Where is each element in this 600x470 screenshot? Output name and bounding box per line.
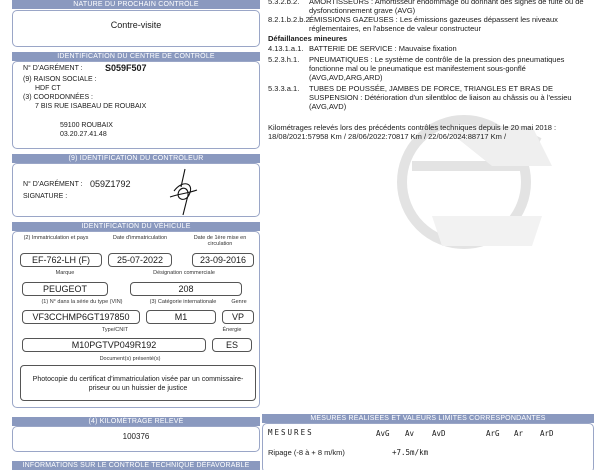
center-agreement-value: S059F507 <box>105 63 147 73</box>
make-value: PEUGEOT <box>22 282 108 296</box>
docs-label: Document(s) présenté(s) <box>99 356 161 362</box>
next-visit-header: NATURE DU PROCHAIN CONTRÔLE <box>12 0 260 9</box>
reg-date-label: Date d'immatriculation <box>112 235 168 241</box>
center-header: IDENTIFICATION DU CENTRE DE CONTRÔLE <box>12 52 260 61</box>
center-address-label: (3) COORDONNÉES : <box>23 94 94 101</box>
minor-text-1: BATTERIE DE SERVICE : Mauvaise fixation <box>309 44 457 53</box>
signature-image <box>161 167 203 217</box>
reg-value: EF-762-LH (F) <box>20 253 102 267</box>
vin-value: VF3CCHMP6GT197850 <box>22 310 140 324</box>
minor-code-2: 5.2.3.h.1. <box>268 55 300 64</box>
defect-text-1: AMORTISSEURS : Amortisseur endommagé ou donnant des signes de fuite ou de dysfonctionnement grave (AVG) <box>309 0 584 15</box>
ripage-value: +7.5m/km <box>392 448 429 457</box>
docs-value: Photocopie du certificat d'immatriculation visée par un commissaire-priseur ou un huissier de justice <box>32 376 244 392</box>
controller-signature-label: SIGNATURE : <box>23 193 68 200</box>
measures-col-arg: ArG <box>486 429 500 438</box>
center-address-line2: 59100 ROUBAIX <box>60 122 113 129</box>
center-name-label: (9) RAISON SOCIALE : <box>23 76 97 83</box>
genre-label: Genre <box>231 299 247 305</box>
measures-col-ard: ArD <box>540 429 554 438</box>
info-header: INFORMATIONS SUR LE CONTRÔLE TECHNIQUE DÉFAVORABLE <box>12 461 260 470</box>
center-address-line1: 7 BIS RUE ISABEAU DE ROUBAIX <box>35 103 147 110</box>
make-label: Marque <box>55 270 75 276</box>
minor-text-2: PNEUMATIQUES : Le système de contrôle de la pression des pneumatiques fonctionne mal ou le pneumatique est manifestement sous-gonflé (AVG,AVD,ARG,ARD) <box>309 55 565 82</box>
controller-box <box>12 163 260 217</box>
docs-box <box>20 365 256 401</box>
measures-title: MESURES <box>268 428 314 437</box>
mileage-header: (4) KILOMÉTRAGE RELEVÉ <box>12 417 260 426</box>
first-date-value: 23-09-2016 <box>192 253 254 267</box>
mileage-box <box>12 426 260 452</box>
minor-text-3: TUBES DE POUSSÉE, JAMBES DE FORCE, TRIANGLES ET BRAS DE SUSPENSION : Détérioration d'un silentbloc de liaison au châssis ou à l'essieu (AVG,AVD) <box>309 84 572 111</box>
reg-date-value: 25-07-2022 <box>108 253 172 267</box>
minor-code-1: 4.13.1.a.1. <box>268 44 304 53</box>
measures-header: MESURES RÉALISÉES ET VALEURS LIMITES CORRESPONDANTES <box>262 414 594 423</box>
vin-label: (1) N° dans la série du type (VIN) <box>41 299 123 305</box>
type-label: Type/CNIT <box>101 327 129 333</box>
measures-col-avd: AvD <box>432 429 446 438</box>
controller-agreement-label: N° D'AGRÉMENT : <box>23 181 83 188</box>
first-date-label: Date de 1ère mise en circulation <box>193 235 247 247</box>
category-value: M1 <box>146 310 216 324</box>
vehicle-header: IDENTIFICATION DU VÉHICULE <box>12 222 260 231</box>
defect-text-2: ÉMISSIONS GAZEUSES : Les émissions gazeuses dépassent les niveaux réglementaires, en l'absence de valeur constructeur <box>309 15 558 33</box>
center-agreement-label: N° D'AGRÉMENT : <box>23 65 83 72</box>
measures-col-ar: Ar <box>514 429 524 438</box>
energy-value: ES <box>212 338 252 352</box>
energy-label: Énergie <box>222 327 242 333</box>
mileage-value: 100376 <box>122 432 150 441</box>
minor-title: Défaillances mineures <box>268 34 348 43</box>
defect-code-2: 8.2.1.b.2.b.2. <box>268 15 312 24</box>
genre-value: VP <box>222 310 254 324</box>
measures-col-av: Av <box>405 429 415 438</box>
next-visit-box <box>12 10 260 47</box>
reg-label: (2) Immatriculation et pays <box>23 235 89 241</box>
mileage-history: Kilométrages relevés lors des précédents contrôles techniques depuis le 20 mai 2018 : 18/08/2021:57958 Km / 28/06/2022:70817 Km / 22/06/2024:88717 Km / <box>268 123 557 141</box>
controller-agreement-value: 059Z1792 <box>90 179 131 189</box>
center-phone: 03.20.27.41.48 <box>60 131 107 138</box>
center-name-value: HDF CT <box>35 85 61 92</box>
next-visit-value: Contre-visite <box>110 20 162 30</box>
defect-code-1: 5.3.2.b.2. <box>268 0 300 6</box>
model-value: 208 <box>130 282 242 296</box>
type-value: M10PGTVP049R192 <box>22 338 206 352</box>
category-label: (3) Catégorie internationale <box>149 299 217 305</box>
model-label: Désignation commerciale <box>153 270 215 276</box>
controller-header: (9) IDENTIFICATION DU CONTRÔLEUR <box>12 154 260 163</box>
measures-col-avg: AvG <box>376 429 390 438</box>
center-box <box>12 61 260 149</box>
watermark-logo <box>372 96 572 266</box>
minor-code-3: 5.3.3.a.1. <box>268 84 300 93</box>
ripage-label: Ripage (-8 à + 8 m/km) <box>268 448 345 457</box>
